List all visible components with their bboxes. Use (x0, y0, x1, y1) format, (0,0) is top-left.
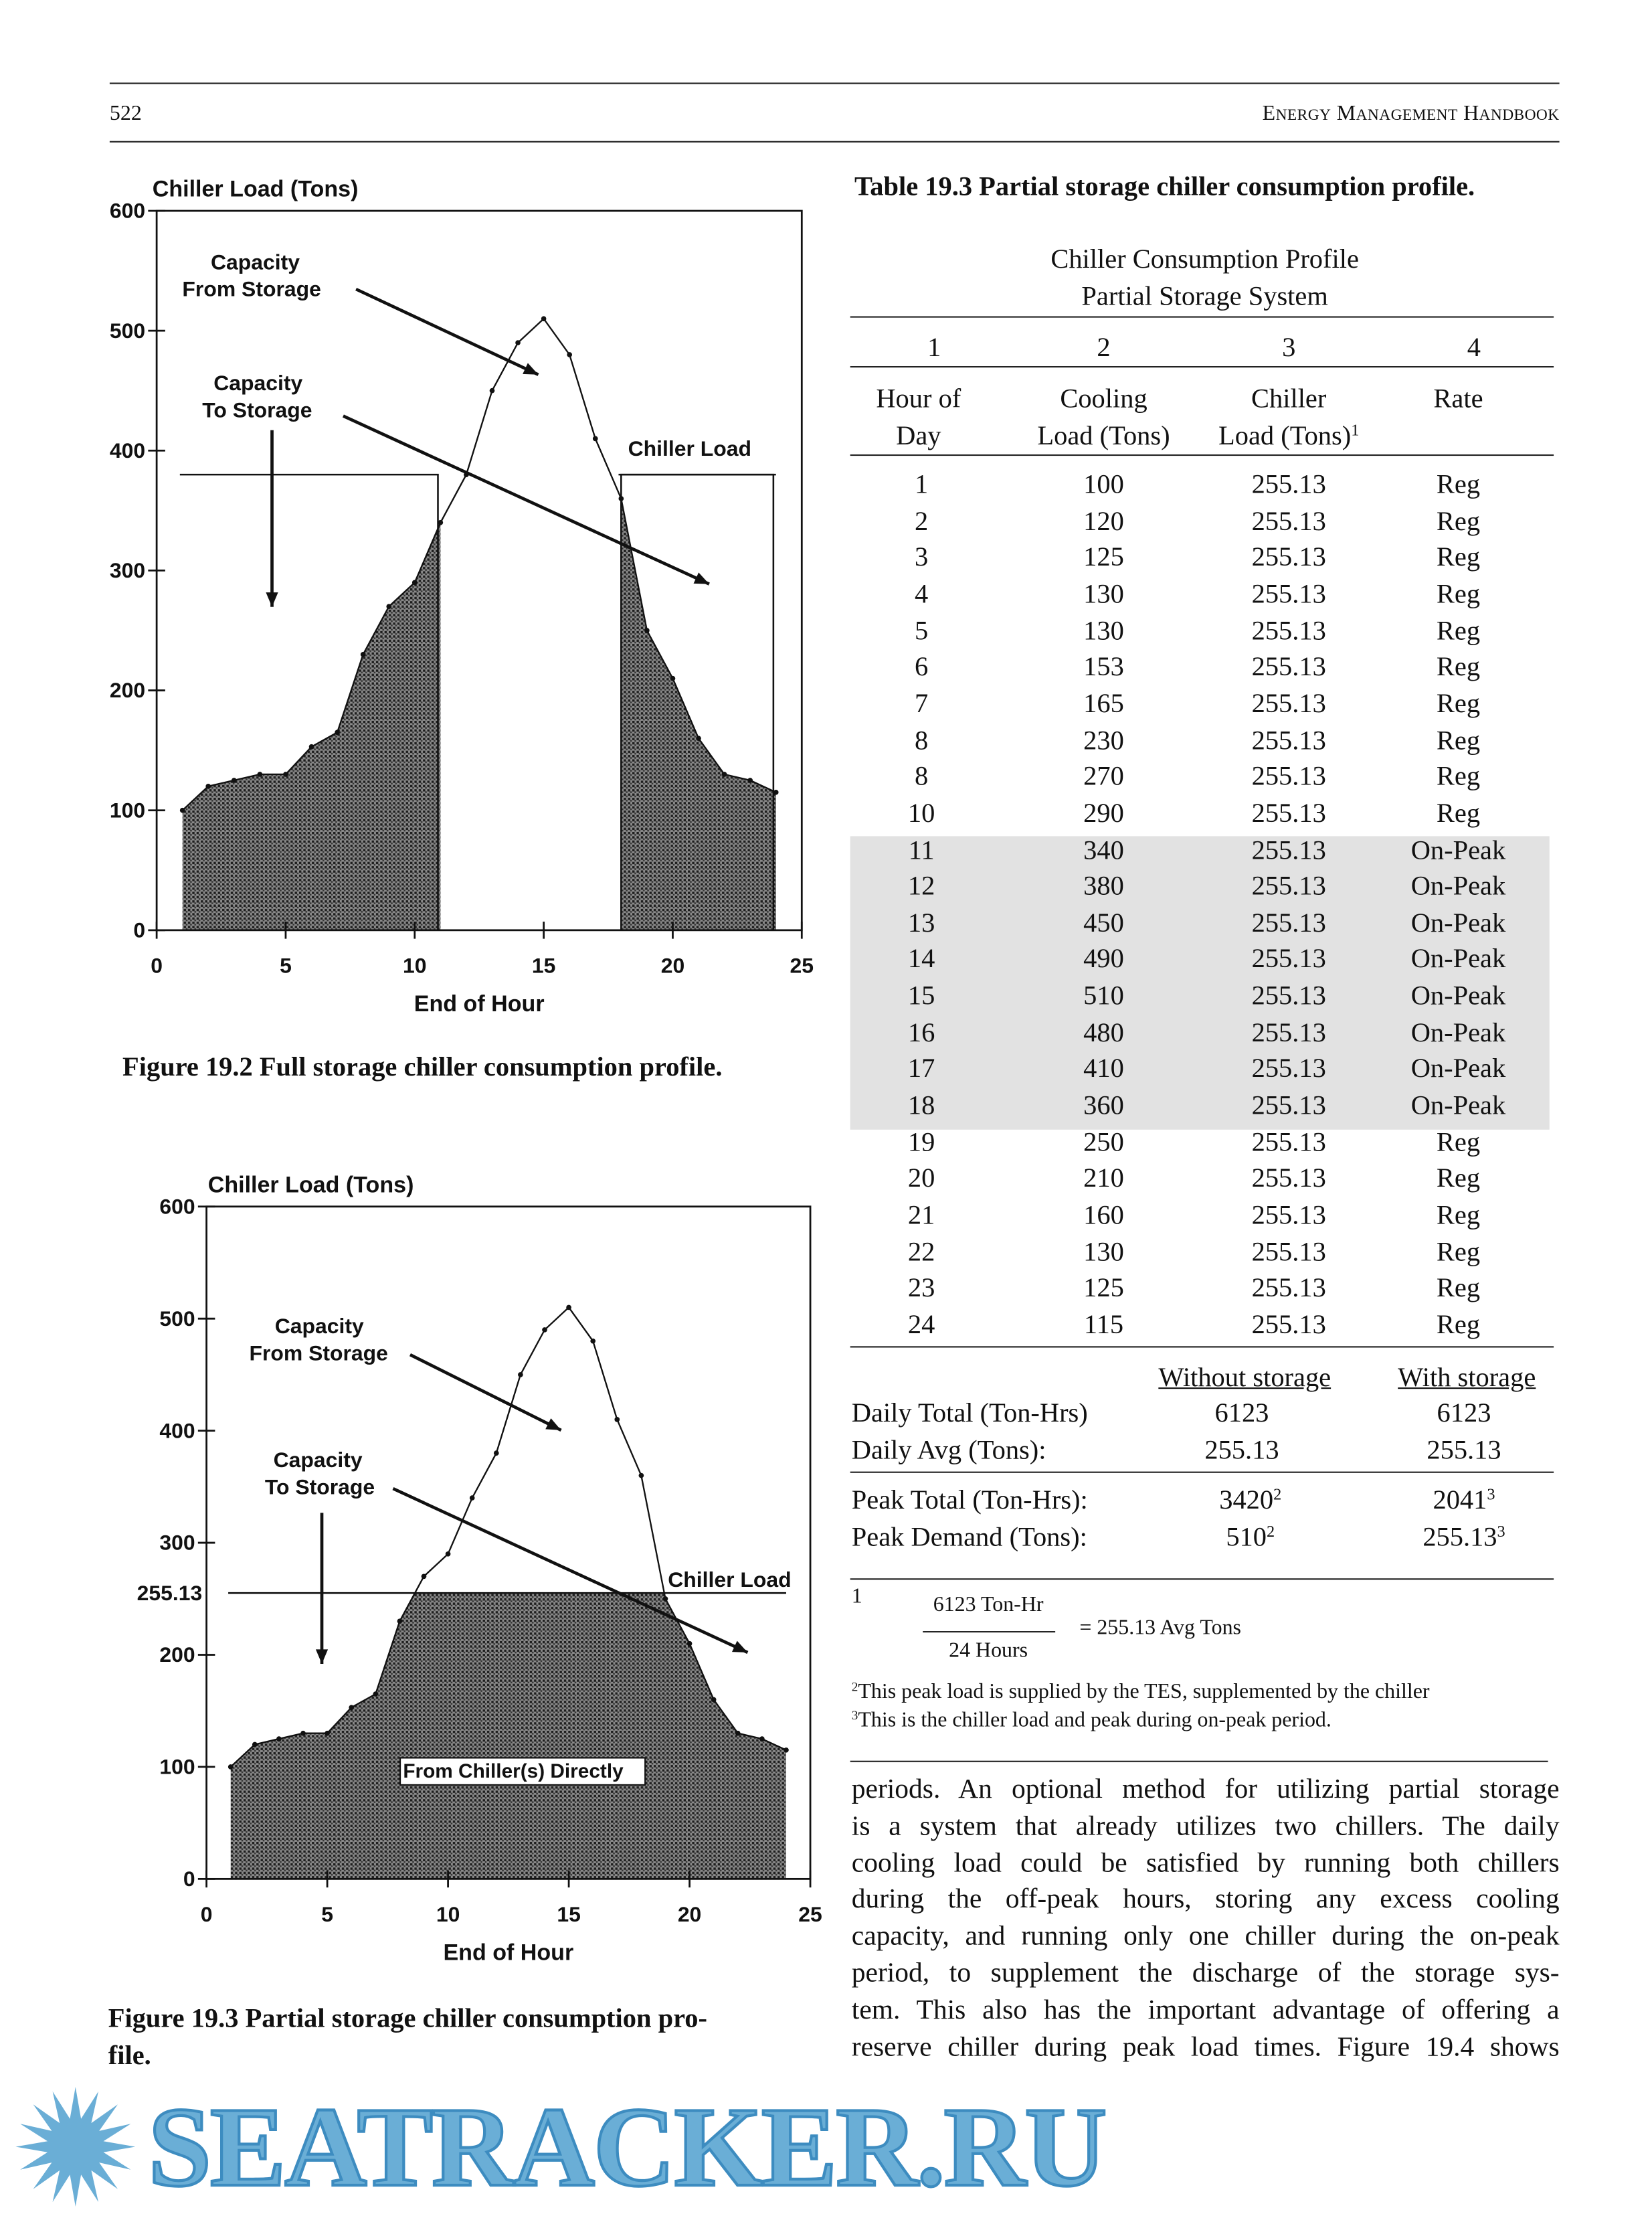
table-cell: 255.13 (1251, 506, 1326, 537)
table-rule (850, 1472, 1554, 1473)
data-point (618, 496, 624, 501)
footnote-mark: 1 (1351, 422, 1360, 440)
annotation-label: To Storage (264, 1474, 375, 1499)
body-text-line: tem. This also has the important advantage of offering a (851, 1995, 1560, 2026)
running-header: Energy Management Handbook (1262, 102, 1560, 126)
y-tick-label: 100 (159, 1754, 195, 1779)
table-cell: 360 (1083, 1091, 1124, 1122)
body-text-line: cooling load could be satisfied by running both chillers (851, 1848, 1560, 1879)
arrow-head (266, 592, 278, 607)
table-cell: 255.13 (1251, 762, 1326, 792)
footnote-1-numerator: 6123 Ton-Hr (933, 1594, 1044, 1617)
table-cell: 6 (914, 653, 929, 683)
data-point (228, 1764, 234, 1770)
annotation-label: Capacity (211, 250, 300, 274)
summary-value: 510 (1226, 1523, 1267, 1553)
footnote-1-denominator: 24 Hours (949, 1639, 1028, 1663)
y-tick-label: 500 (109, 318, 146, 343)
table-cell: 255.13 (1251, 1054, 1326, 1085)
table-cell: 160 (1083, 1201, 1124, 1231)
table-cell: Reg (1436, 1274, 1481, 1304)
footnote-1-result: = 255.13 Avg Tons (1079, 1616, 1242, 1640)
table-cell: 153 (1083, 653, 1124, 683)
footnote-mark: 3 (851, 1708, 858, 1723)
table-rule (850, 454, 1554, 456)
table-cell: Reg (1436, 1201, 1481, 1231)
column-header-text: Load (Tons) (1218, 422, 1352, 452)
data-point (205, 784, 211, 789)
table-cell: 115 (1083, 1310, 1124, 1341)
footnote-mark: 2 (851, 1679, 858, 1694)
table-cell: 255.13 (1251, 470, 1326, 501)
table-cell: 480 (1083, 1018, 1124, 1048)
data-point (518, 1372, 523, 1377)
table-cell: On-Peak (1410, 981, 1506, 1012)
table-cell: 5 (914, 616, 929, 647)
partial-storage-chart (0, 1154, 854, 1980)
annotation-label: Capacity (274, 1314, 364, 1339)
y-tick-label: 400 (109, 438, 146, 462)
body-text-line: during the off-peak hours, storing any excess cooling (851, 1885, 1560, 1915)
data-point (325, 1731, 330, 1736)
x-tick-label: 15 (557, 1902, 581, 1927)
column-header: Cooling (1060, 384, 1148, 415)
table-cell: 100 (1083, 470, 1124, 501)
summary-with (1427, 1436, 1501, 1467)
x-tick-label: 25 (790, 953, 814, 978)
table-cell: 120 (1083, 506, 1124, 537)
table-cell: 255.13 (1251, 798, 1326, 829)
data-point (180, 808, 185, 813)
summary-row (852, 1486, 1088, 1517)
figure-19-3-caption-line1: Figure 19.3 Partial storage chiller consumption pro- (108, 2004, 707, 2035)
table-cell: 255.13 (1251, 580, 1326, 610)
column-header: Day (896, 422, 941, 452)
header-top-rule (110, 82, 1560, 84)
data-point (470, 1495, 475, 1501)
table-heading-2: Partial Storage System (1081, 282, 1328, 313)
y-tick-label: 600 (159, 1194, 195, 1219)
summary-with (1437, 1399, 1491, 1430)
table-cell: 11 (908, 835, 935, 866)
column-number: 3 (1282, 333, 1296, 363)
data-point (232, 778, 237, 783)
data-point (373, 1691, 378, 1697)
table-cell: Reg (1436, 1164, 1481, 1195)
table-cell: 125 (1083, 1274, 1124, 1304)
y-tick-label: 200 (159, 1642, 195, 1667)
table-cell: 255.13 (1251, 908, 1326, 939)
y-tick-label: 200 (109, 678, 146, 703)
data-point (361, 652, 366, 657)
table-rule (850, 366, 1554, 367)
column-number: 4 (1467, 333, 1481, 363)
footnote-1-mark: 1 (851, 1585, 862, 1608)
table-cell: 255.13 (1251, 1201, 1326, 1231)
figure-19-2-caption: Figure 19.2 Full storage chiller consumption profile. (122, 1052, 723, 1083)
table-cell: Reg (1436, 653, 1481, 683)
table-cell: 14 (907, 945, 935, 975)
summary-header-with: With storage (1398, 1363, 1536, 1393)
table-cell: 16 (907, 1018, 935, 1048)
summary-with (1433, 1486, 1495, 1517)
footnote-mark: 2 (1266, 1523, 1275, 1541)
table-rule (850, 1346, 1554, 1347)
table-cell: Reg (1436, 798, 1481, 829)
footnote-text: This is the chiller load and peak during on-peak period. (858, 1709, 1332, 1733)
y-axis-label: Chiller Load (Tons) (207, 1172, 414, 1198)
table-cell: 255.13 (1251, 1237, 1326, 1268)
table-cell: 3 (914, 543, 929, 574)
table-cell: 24 (907, 1310, 935, 1341)
table-cell: 255.13 (1251, 653, 1326, 683)
shaded-area (231, 1593, 786, 1879)
x-tick-label: 0 (200, 1902, 213, 1927)
data-point (784, 1748, 789, 1753)
table-cell: 20 (907, 1164, 935, 1195)
table-cell: Reg (1436, 689, 1481, 719)
table-cell: 255.13 (1251, 1164, 1326, 1195)
table-cell: 13 (907, 908, 935, 939)
table-cell: 255.13 (1251, 1091, 1326, 1122)
x-tick-label: 15 (531, 953, 556, 978)
table-cell: On-Peak (1410, 1018, 1506, 1048)
table-cell: 10 (907, 798, 935, 829)
y-tick-label: 300 (159, 1530, 195, 1555)
x-axis-label: End of Hour (443, 1940, 574, 1966)
y-tick-label: 100 (109, 798, 146, 823)
table-cell: 255.13 (1251, 945, 1326, 975)
table-cell: 255.13 (1251, 981, 1326, 1012)
annotation-label: Capacity (273, 1448, 363, 1472)
x-tick-label: 25 (798, 1902, 822, 1927)
table-cell: Reg (1436, 1237, 1481, 1268)
table-cell: 255.13 (1251, 1018, 1326, 1048)
table-cell: 230 (1083, 726, 1124, 756)
table-cell: 510 (1083, 981, 1124, 1012)
x-tick-label: 20 (677, 1902, 702, 1927)
table-cell: 23 (907, 1274, 935, 1304)
watermark-text: SEATRACKER.RU (148, 2085, 1106, 2211)
footnote-mark: 3 (1487, 1486, 1495, 1505)
table-cell: 21 (907, 1201, 935, 1231)
data-point (590, 1339, 595, 1344)
data-point (446, 1551, 451, 1557)
table-cell: Reg (1436, 470, 1481, 501)
fraction-bar (923, 1631, 1055, 1632)
arrow-line (410, 1355, 561, 1430)
data-point (397, 1618, 403, 1624)
annotation-label: From Storage (249, 1341, 388, 1365)
data-point (542, 1327, 547, 1333)
y-axis-label: Chiller Load (Tons) (152, 176, 359, 202)
table-cell: On-Peak (1410, 835, 1506, 866)
table-cell: Reg (1436, 1128, 1481, 1158)
summary-value: 255.13 (1204, 1436, 1279, 1466)
data-point (490, 388, 495, 394)
data-point (614, 1417, 620, 1422)
table-cell: 8 (914, 762, 929, 792)
table-cell: 340 (1083, 835, 1124, 866)
summary-without (1204, 1436, 1279, 1467)
data-point (349, 1705, 354, 1710)
summary-value: 255.13 (1427, 1436, 1501, 1466)
arrow-line (356, 289, 538, 375)
table-cell: 130 (1083, 616, 1124, 647)
column-header: Hour of (876, 384, 961, 415)
data-point (759, 1736, 765, 1741)
page-number: 522 (109, 102, 142, 126)
summary-value: 3420 (1219, 1485, 1274, 1516)
data-point (747, 778, 753, 783)
table-cell: 450 (1083, 908, 1124, 939)
data-point (258, 772, 263, 777)
data-point (422, 1573, 427, 1579)
table-cell: On-Peak (1410, 871, 1506, 902)
table-cell: 22 (907, 1237, 935, 1268)
x-tick-label: 0 (151, 953, 163, 978)
data-point (386, 604, 391, 609)
x-tick-label: 10 (403, 953, 427, 978)
table-cell: 4 (914, 580, 929, 610)
column-header (1218, 422, 1359, 453)
data-point (283, 772, 288, 777)
annotation-label: Chiller Load (628, 436, 751, 461)
data-point (566, 1305, 571, 1310)
table-cell: 2 (914, 506, 929, 537)
table-cell: 255.13 (1251, 1128, 1326, 1158)
data-point (722, 772, 727, 777)
table-rule (850, 1761, 1548, 1762)
y-tick-label: 600 (109, 198, 146, 223)
body-text-line: periods. An optional method for utilizing partial storage (851, 1774, 1560, 1805)
body-text-line: is a system that already utilizes two chillers. The daily (851, 1811, 1560, 1842)
data-point (276, 1736, 282, 1741)
table-cell: 255.13 (1251, 726, 1326, 756)
summary-without (1226, 1523, 1275, 1554)
table-title: Table 19.3 Partial storage chiller consumption profile. (854, 172, 1475, 203)
x-tick-label: 5 (321, 1902, 333, 1927)
table-cell: 255.13 (1251, 1274, 1326, 1304)
data-point (773, 790, 779, 795)
footnote-2 (852, 1681, 1430, 1705)
table-cell: 130 (1083, 580, 1124, 610)
table-cell: On-Peak (1410, 1054, 1506, 1085)
summary-value: 6123 (1437, 1399, 1491, 1429)
footnote-mark: 2 (1273, 1486, 1282, 1505)
table-cell: Reg (1436, 506, 1481, 537)
data-point (593, 436, 598, 442)
table-cell: 18 (907, 1091, 935, 1122)
data-point (515, 340, 521, 345)
shaded-area (621, 499, 775, 930)
data-point (438, 520, 444, 525)
summary-row (852, 1436, 1046, 1467)
summary-label: Daily Total (Ton-Hrs) (851, 1399, 1088, 1429)
table-cell: 270 (1083, 762, 1124, 792)
table-cell: 210 (1083, 1164, 1124, 1195)
table-cell: 17 (907, 1054, 935, 1085)
summary-label: Daily Avg (Tons): (851, 1436, 1046, 1466)
y-tick-label: 0 (133, 918, 146, 942)
y-tick-label: 0 (183, 1867, 195, 1891)
data-point (644, 628, 650, 633)
y-tick-label: 500 (159, 1306, 195, 1331)
footnote-text: This peak load is supplied by the TES, supplemented by the chiller (858, 1681, 1430, 1704)
x-tick-label: 20 (660, 953, 685, 978)
data-point (567, 352, 572, 357)
table-cell: 7 (914, 689, 929, 719)
data-point (335, 730, 340, 735)
table-cell: 290 (1083, 798, 1124, 829)
table-cell: 250 (1083, 1128, 1124, 1158)
y-tick-label-avg: 255.13 (136, 1580, 203, 1605)
body-text-line: capacity, and running only one chiller during the on-peak (851, 1922, 1560, 1952)
table-cell: 165 (1083, 689, 1124, 719)
body-text-line: period, to supplement the discharge of the storage sys- (851, 1958, 1560, 1989)
full-storage-chart (0, 157, 854, 1040)
summary-header-without: Without storage (1158, 1363, 1332, 1393)
summary-without (1215, 1399, 1269, 1430)
table-cell: Reg (1436, 762, 1481, 792)
y-tick-label: 400 (159, 1418, 195, 1443)
column-header: Chiller (1251, 384, 1327, 415)
table-rule (850, 1578, 1554, 1580)
data-point (711, 1697, 717, 1703)
data-point (300, 1731, 306, 1736)
body-text-line: reserve chiller during peak load times. Figure 19.4 shows (851, 2032, 1560, 2063)
table-cell: Reg (1436, 616, 1481, 647)
x-tick-label: 10 (436, 1902, 460, 1927)
table-cell: 255.13 (1251, 871, 1326, 902)
header-bottom-rule (110, 141, 1560, 143)
table-cell: 255.13 (1251, 616, 1326, 647)
summary-value: 255.13 (1422, 1523, 1497, 1553)
table-cell: Reg (1436, 1310, 1481, 1341)
data-point (639, 1473, 644, 1478)
footnote-3 (852, 1709, 1332, 1733)
table-cell: 1 (914, 470, 929, 501)
arrow-head (316, 1649, 328, 1664)
data-point (696, 736, 701, 741)
data-point (252, 1742, 258, 1748)
y-tick-label: 300 (109, 558, 146, 583)
table-cell: 19 (907, 1128, 935, 1158)
watermark-sun-icon (11, 2085, 140, 2208)
table-cell: 15 (907, 981, 935, 1012)
table-heading-1: Chiller Consumption Profile (1050, 245, 1359, 275)
column-header: Rate (1433, 384, 1483, 415)
shaded-area (183, 523, 441, 930)
summary-without (1219, 1486, 1281, 1517)
x-tick-label: 5 (280, 953, 292, 978)
summary-value: 6123 (1214, 1399, 1269, 1429)
table-cell: On-Peak (1410, 908, 1506, 939)
table-rule (850, 317, 1554, 318)
data-point (670, 676, 676, 681)
table-cell: 410 (1083, 1054, 1124, 1085)
data-point (663, 1596, 668, 1602)
data-point (735, 1731, 741, 1736)
data-point (541, 316, 547, 321)
x-axis-label: End of Hour (414, 991, 545, 1017)
summary-row (852, 1523, 1087, 1554)
table-cell: 255.13 (1251, 689, 1326, 719)
table-cell: Reg (1436, 580, 1481, 610)
table-cell: 255.13 (1251, 543, 1326, 574)
annotation-label: To Storage (202, 398, 312, 422)
footnote-mark: 3 (1497, 1523, 1505, 1541)
table-cell: Reg (1436, 543, 1481, 574)
table-cell: 8 (914, 726, 929, 756)
table-cell: 125 (1083, 543, 1124, 574)
table-cell: 12 (907, 871, 935, 902)
data-point (687, 1641, 693, 1646)
sun-disc (48, 2120, 102, 2174)
summary-with (1422, 1523, 1505, 1554)
table-cell: 490 (1083, 945, 1124, 975)
annotation-label: Capacity (213, 371, 303, 396)
column-number: 1 (927, 333, 941, 363)
column-header: Load (Tons) (1037, 422, 1170, 452)
data-point (309, 744, 314, 750)
annotation-label: From Storage (182, 276, 321, 301)
column-number: 2 (1097, 333, 1111, 363)
table-cell: On-Peak (1410, 945, 1506, 975)
table-cell: Reg (1436, 726, 1481, 756)
summary-label: Peak Demand (Tons): (851, 1523, 1087, 1553)
data-point (412, 580, 418, 586)
summary-label: Peak Total (Ton-Hrs): (851, 1485, 1088, 1516)
data-point (494, 1450, 499, 1456)
table-cell: 130 (1083, 1237, 1124, 1268)
figure-19-3-caption-line2: file. (108, 2041, 151, 2071)
annotation-label: Chiller Load (668, 1567, 792, 1592)
summary-row (852, 1399, 1088, 1430)
table-cell: 255.13 (1251, 835, 1326, 866)
table-cell: 380 (1083, 871, 1124, 902)
table-cell: On-Peak (1410, 1091, 1506, 1122)
summary-value: 2041 (1433, 1485, 1487, 1516)
annotation-label: From Chiller(s) Directly (403, 1760, 624, 1783)
table-cell: 255.13 (1251, 1310, 1326, 1341)
